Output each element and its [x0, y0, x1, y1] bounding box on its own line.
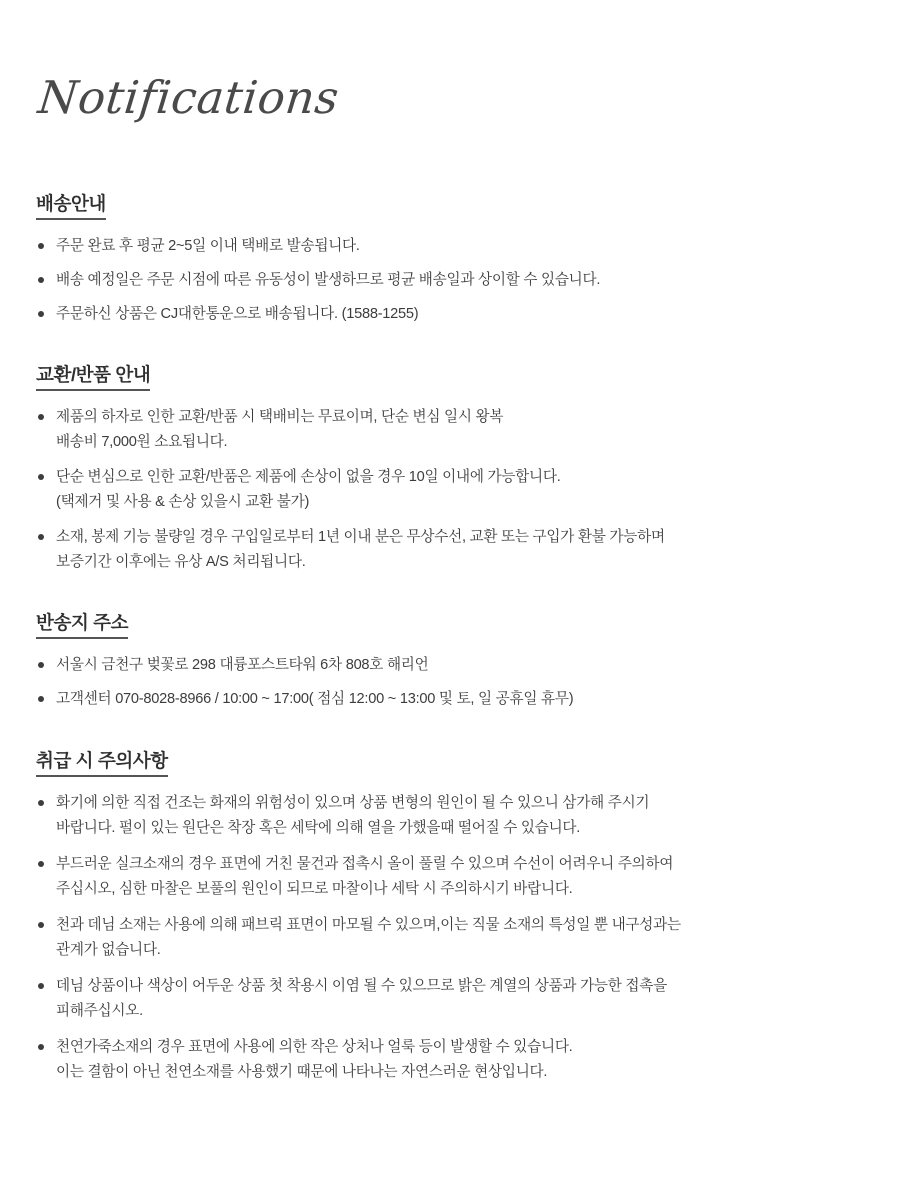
list-item [34, 405, 870, 455]
list-item [34, 234, 870, 259]
page-title-wrap [34, 44, 870, 152]
shipping-list [34, 234, 870, 327]
section-heading-return-address: 반송지 주소 [36, 609, 128, 639]
section-heading-exchange-return: 교환/반품 안내 [36, 361, 150, 391]
bullet-icon [38, 311, 44, 317]
bullet-icon [38, 534, 44, 540]
list-item [34, 465, 870, 515]
list-item-line: 데님 상품이나 색상이 어두운 상품 첫 착용시 이염 될 수 있으므로 밝은 계열의 상품과 가능한 접촉을 [56, 978, 667, 995]
section-shipping [34, 190, 870, 327]
list-item [34, 525, 870, 575]
list-item-line: 피해주십시오. [56, 1003, 143, 1020]
list-item-line: 보증기간 이후에는 유상 A/S 처리됩니다. [56, 554, 306, 571]
list-item-line: 주십시오, 심한 마찰은 보풀의 원인이 되므로 마찰이나 세탁 시 주의하시기 바랍니다. [56, 880, 573, 897]
return-address-list [34, 653, 870, 712]
section-return-address [34, 609, 870, 712]
list-item-line: 화기에 의한 직접 건조는 화재의 위험성이 있으며 상품 변형의 원인이 될 수 있으니 삼가해 주시기 [56, 794, 650, 811]
exchange-return-list [34, 405, 870, 576]
page-title: Notifications [35, 71, 342, 125]
bullet-icon [38, 662, 44, 668]
list-item [34, 852, 870, 902]
bullet-icon [38, 243, 44, 249]
list-item-line: 서울시 금천구 벚꽃로 298 대륭포스트타워 6차 808호 해리언 [56, 657, 429, 674]
list-item [34, 302, 870, 327]
care-instructions-list [34, 791, 870, 1086]
list-item-line: 고객센터 070-8028-8966 / 10:00 ~ 17:00( 점심 12:00 ~ 13:00 및 토, 일 공휴일 휴무) [56, 691, 574, 708]
section-exchange-return [34, 361, 870, 576]
list-item-line: 천과 데님 소재는 사용에 의해 패브릭 표면이 마모될 수 있으며,이는 직물 소재의 특성일 뿐 내구성과는 [56, 916, 681, 933]
section-heading-care-instructions: 취급 시 주의사항 [36, 747, 168, 777]
list-item-line: 배송 예정일은 주문 시점에 따른 유동성이 발생하므로 평균 배송일과 상이할 수 있습니다. [56, 271, 601, 288]
list-item-line: 바랍니다. 펄이 있는 원단은 착장 혹은 세탁에 의해 열을 가했을때 떨어질 수 있습니다. [56, 819, 581, 836]
list-item-line: 관계가 없습니다. [56, 942, 161, 959]
list-item-line: 소재, 봉제 기능 불량일 경우 구입일로부터 1년 이내 분은 무상수선, 교환 또는 구입가 환불 가능하며 [56, 529, 665, 546]
bullet-icon [38, 474, 44, 480]
bullet-icon [38, 983, 44, 989]
list-item [34, 687, 870, 712]
list-item-line: 단순 변심으로 인한 교환/반품은 제품에 손상이 없을 경우 10일 이내에 가능합니다. [56, 469, 561, 485]
section-heading-shipping: 배송안내 [36, 190, 106, 220]
list-item-line: (택제거 및 사용 & 손상 있을시 교환 불가) [56, 494, 310, 511]
list-item [34, 1035, 870, 1085]
list-item-line: 주문 완료 후 평균 2~5일 이내 택배로 발송됩니다. [56, 237, 360, 254]
bullet-icon [38, 922, 44, 928]
bullet-icon [38, 800, 44, 806]
bullet-icon [38, 696, 44, 702]
section-care-instructions [34, 747, 870, 1086]
list-item-line: 부드러운 실크소재의 경우 표면에 거친 물건과 접촉시 올이 풀릴 수 있으며 수선이 어려우니 주의하여 [56, 855, 674, 872]
bullet-icon [38, 1044, 44, 1050]
bullet-icon [38, 861, 44, 867]
list-item-line: 배송비 7,000원 소요됩니다. [56, 433, 228, 450]
list-item-line: 이는 결함이 아닌 천연소재를 사용했기 때문에 나타나는 자연스러운 현상입니다. [56, 1064, 548, 1081]
list-item [34, 913, 870, 963]
list-item [34, 268, 870, 293]
list-item [34, 791, 870, 841]
list-item [34, 653, 870, 678]
bullet-icon [38, 414, 44, 420]
list-item-line: 천연가죽소재의 경우 표면에 사용에 의한 작은 상처나 얼룩 등이 발생할 수 있습니다. [56, 1039, 573, 1056]
list-item [34, 974, 870, 1024]
list-item-line: 주문하신 상품은 CJ대한통운으로 배송됩니다. (1588-1255) [56, 305, 419, 322]
list-item-line: 제품의 하자로 인한 교환/반품 시 택배비는 무료이며, 단순 변심 일시 왕복 [56, 408, 504, 425]
bullet-icon [38, 277, 44, 283]
